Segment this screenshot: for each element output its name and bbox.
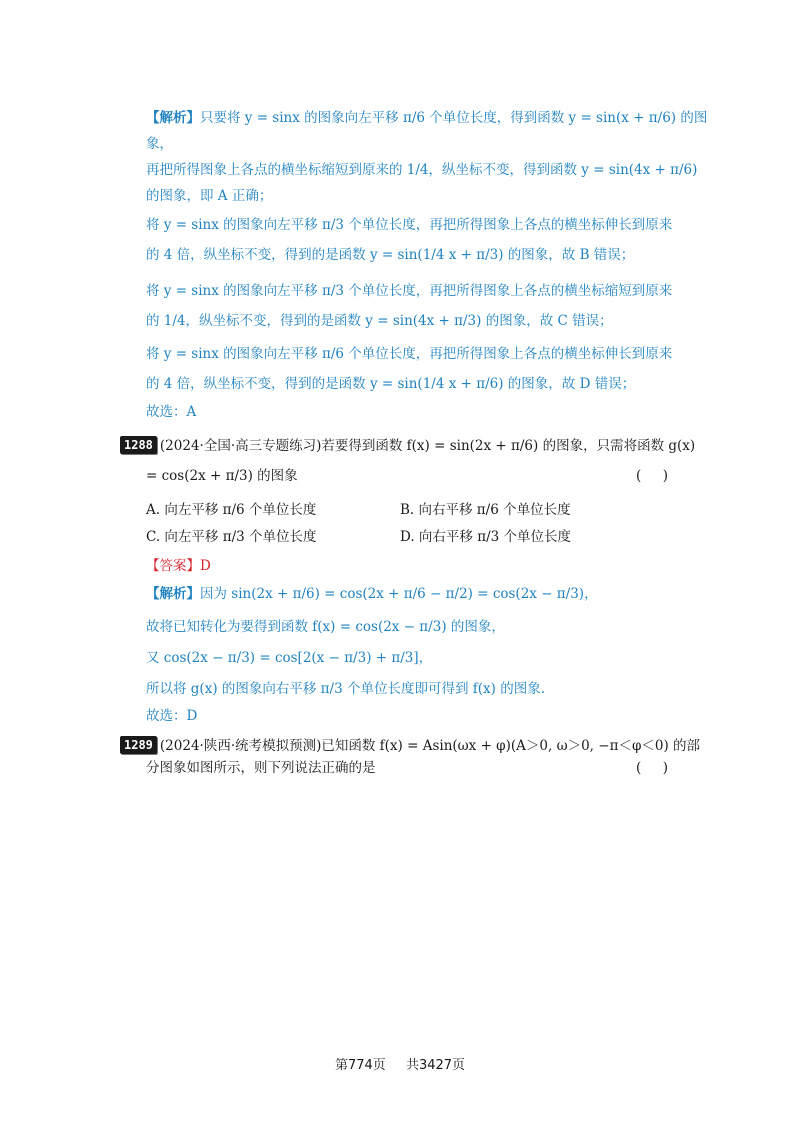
option-c: C. 向左平移 π/3 个单位长度 <box>146 529 317 545</box>
analysis-line-1: 【解析】只要将 y = sinx 的图象向左平移 π/6 个单位长度，得到函数 y = sin(x + π/6) 的图 <box>146 110 708 126</box>
question-number-badge: 1288 <box>120 436 157 454</box>
answer-blank: ( ) <box>636 468 668 484</box>
question-1288-stem-line-1: 1288 (2024·全国·高三专题练习)若要得到函数 f(x) = sin(2x + π/6) 的图象，只需将函数 g(x) <box>120 436 695 456</box>
analysis-1288-line-3: 又 cos(2x − π/3) = cos[2(x − π/3) + π/3]， <box>146 650 433 666</box>
analysis-label: 【解析】 <box>146 586 200 602</box>
analysis-1288-line-4: 所以将 g(x) 的图象向右平移 π/3 个单位长度即可得到 f(x) 的图象. <box>146 681 545 697</box>
analysis-1288-final-answer: 故选：D <box>146 708 198 724</box>
analysis-line-10: 的 4 倍，纵坐标不变，得到的是函数 y = sin(1/4 x + π/6) 的图象，故 D 错误； <box>146 376 636 392</box>
analysis-line-5: 将 y = sinx 的图象向左平移 π/3 个单位长度，再把所得图象上各点的横坐标伸长到原来 <box>146 217 673 233</box>
analysis-label: 【解析】 <box>146 110 200 126</box>
answer-label: 【答案】 <box>146 558 200 574</box>
answer-line <box>146 556 211 576</box>
analysis-final-answer: 故选：A <box>146 404 197 420</box>
question-1289-stem-line-1: 1289 (2024·陕西·统考模拟预测)已知函数 f(x) = Asin(ωx + φ)(A＞0, ω＞0, −π＜φ＜0) 的部 <box>120 736 700 756</box>
answer-value: D <box>200 558 211 574</box>
analysis-1288-line-1: 【解析】因为 sin(2x + π/6) = cos(2x + π/6 − π/2) = cos(2x − π/3)， <box>146 586 598 602</box>
analysis-line-8: 的 1/4，纵坐标不变，得到的是函数 y = sin(4x + π/3) 的图象，故 C 错误； <box>146 313 613 329</box>
total-pages: 共3427页 <box>405 1058 466 1073</box>
analysis-line-9: 将 y = sinx 的图象向左平移 π/6 个单位长度，再把所得图象上各点的横坐标伸长到原来 <box>146 346 673 362</box>
analysis-line-4: 的图象，即 A 正确； <box>146 188 273 204</box>
analysis-1288-line-2: 故将已知转化为要得到函数 f(x) = cos(2x − π/3) 的图象， <box>146 619 505 635</box>
question-1288-stem-line-2: = cos(2x + π/3) 的图象 <box>146 468 298 484</box>
question-1289-stem-line-2: 分图象如图所示，则下列说法正确的是 <box>146 760 376 776</box>
analysis-line-7: 将 y = sinx 的图象向左平移 π/3 个单位长度，再把所得图象上各点的横坐标缩短到原来 <box>146 283 673 299</box>
question-number-badge: 1289 <box>120 736 157 754</box>
answer-blank: ( ) <box>636 760 668 776</box>
analysis-line-3: 再把所得图象上各点的横坐标缩短到原来的 1/4，纵坐标不变，得到函数 y = sin(4x + π/6) <box>146 162 698 178</box>
page-number: 第774页 <box>334 1058 386 1073</box>
analysis-line-6: 的 4 倍，纵坐标不变，得到的是函数 y = sin(1/4 x + π/3) 的图象，故 B 错误； <box>146 247 635 263</box>
option-d: D. 向右平移 π/3 个单位长度 <box>400 529 572 545</box>
option-b: B. 向右平移 π/6 个单位长度 <box>400 502 571 518</box>
analysis-line-2: 象， <box>146 136 173 152</box>
option-a: A. 向左平移 π/6 个单位长度 <box>146 502 317 518</box>
page-footer <box>0 1054 800 1073</box>
